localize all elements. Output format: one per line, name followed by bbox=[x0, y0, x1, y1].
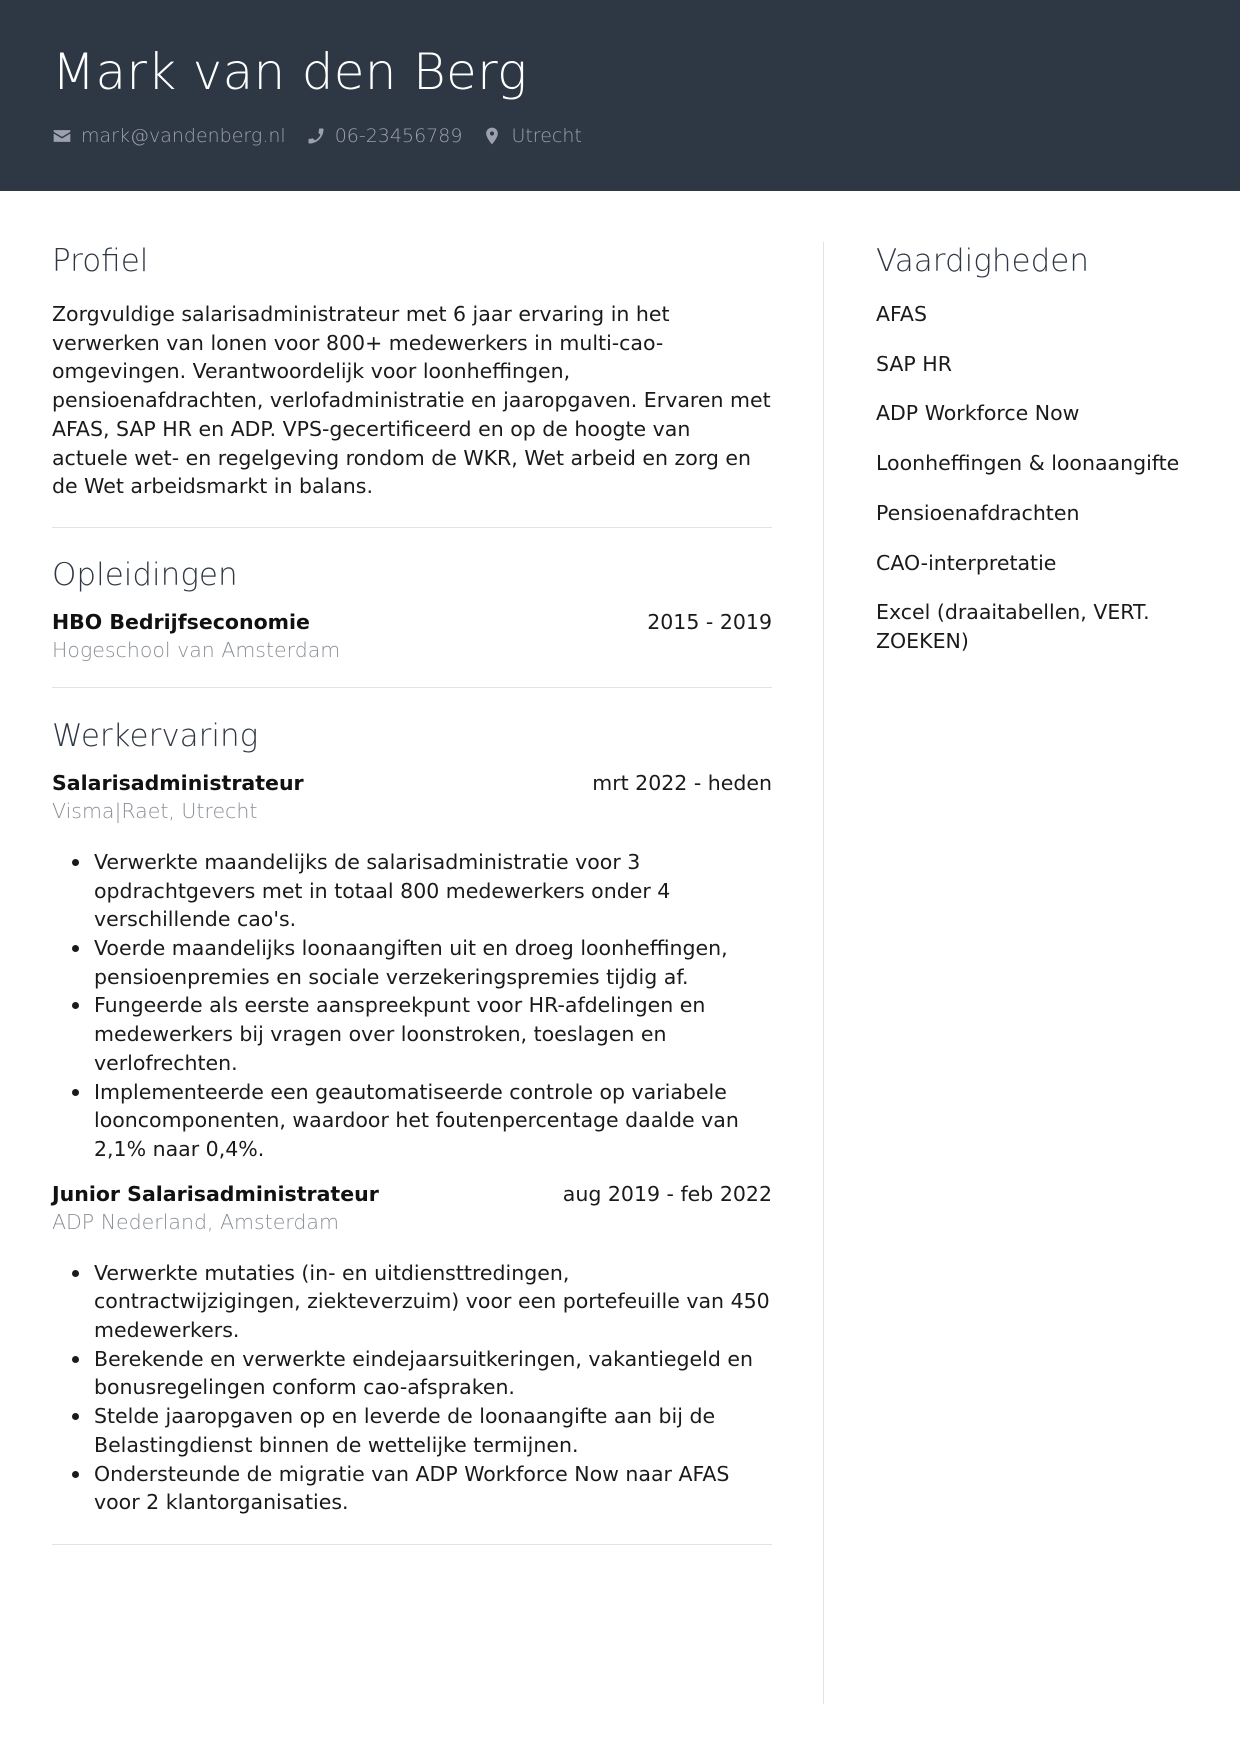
bullet-item: Berekende en verwerkte eindejaarsuitkeringen, vakantiegeld en bonusregelingen conform cao-afspraken. bbox=[94, 1345, 772, 1402]
job-title: Salarisadministrateur bbox=[52, 770, 304, 795]
contact-email[interactable] bbox=[52, 125, 286, 147]
bullet-item: Fungeerde als eerste aanspreekpunt voor HR-afdelingen en medewerkers bij vragen over loonstroken, toeslagen en verlofrechten. bbox=[94, 991, 772, 1077]
map-marker-icon bbox=[482, 126, 502, 146]
experience-entry-head bbox=[52, 1182, 772, 1206]
skill-item: Loonheffingen & loonaangifte bbox=[876, 451, 1180, 476]
section-divider bbox=[52, 527, 772, 528]
job-bullets bbox=[52, 848, 772, 1164]
bullet-item: Verwerkte maandelijks de salarisadministratie voor 3 opdrachtgevers met in totaal 800 medewerkers onder 4 verschillende cao's. bbox=[94, 848, 772, 934]
contact-bar bbox=[52, 123, 602, 149]
job-dates: mrt 2022 - heden bbox=[592, 770, 772, 795]
profile-section bbox=[52, 240, 772, 501]
skills-heading: Vaardigheden bbox=[876, 243, 1090, 279]
bullet-item: Verwerkte mutaties (in- en uitdiensttredingen, contractwijzigingen, ziekteverzuim) voor een portefeuille van 450 medewerkers. bbox=[94, 1259, 772, 1345]
main-column bbox=[52, 240, 772, 1545]
experience-section bbox=[52, 715, 772, 1517]
bullet-item: Implementeerde een geautomatiseerde controle op variabele looncomponenten, waardoor het foutenpercentage daalde van 2,1% naar 0,4%. bbox=[94, 1078, 772, 1164]
column-divider bbox=[823, 242, 824, 1704]
education-section bbox=[52, 554, 772, 662]
email-text: mark@vandenberg.nl bbox=[81, 125, 286, 147]
phone-icon bbox=[306, 126, 326, 146]
company-name: ADP Nederland, Amsterdam bbox=[52, 1209, 339, 1234]
section-divider bbox=[52, 687, 772, 688]
candidate-name: Mark van den Berg bbox=[52, 43, 528, 101]
skill-item: ADP Workforce Now bbox=[876, 401, 1080, 426]
profile-text: Zorgvuldige salarisadministrateur met 6 jaar ervaring in het verwerken van lonen voor 800+ medewerkers in multi-cao-omgevingen. Verantwoordelijk voor loonheffingen, pensioenafdrachten, verlofadministratie en jaaropgaven. Ervaren met AFAS, SAP HR en ADP. VPS-gecertificeerd en op de hoogte van actuele wet- en regelgeving rondom de WKR, Wet arbeid en zorg en de Wet arbeidsmarkt in balans. bbox=[52, 302, 771, 499]
company-name: Visma|Raet, Utrecht bbox=[52, 798, 258, 823]
bullet-item: Stelde jaaropgaven op en leverde de loonaangifte aan bij de Belastingdienst binnen de wettelijke termijnen. bbox=[94, 1402, 772, 1459]
phone-text: 06-23456789 bbox=[334, 125, 463, 147]
bullet-item: Voerde maandelijks loonaangiften uit en droeg loonheffingen, pensioenpremies en sociale verzekeringspremies tijdig af. bbox=[94, 934, 772, 991]
contact-location bbox=[482, 125, 581, 147]
skill-item: Pensioenafdrachten bbox=[876, 500, 1080, 525]
skill-item: AFAS bbox=[876, 302, 927, 326]
skill-item: Excel (draaitabellen, VERT. ZOEKEN) bbox=[876, 600, 1150, 653]
job-bullets bbox=[52, 1259, 772, 1517]
skills-list bbox=[876, 300, 1216, 656]
skill-item: CAO-interpretatie bbox=[876, 550, 1057, 575]
experience-entry bbox=[52, 1182, 772, 1517]
education-dates: 2015 - 2019 bbox=[647, 609, 772, 634]
job-dates: aug 2019 - feb 2022 bbox=[562, 1181, 772, 1206]
experience-entry-head bbox=[52, 771, 772, 795]
sidebar-column bbox=[876, 240, 1216, 677]
education-entry-head bbox=[52, 610, 772, 634]
envelope-icon bbox=[52, 126, 72, 146]
school-name: Hogeschool van Amsterdam bbox=[52, 637, 341, 662]
job-title: Junior Salarisadministrateur bbox=[52, 1181, 379, 1206]
education-entry bbox=[52, 610, 772, 662]
degree-title: HBO Bedrijfseconomie bbox=[52, 609, 310, 634]
bullet-item: Ondersteunde de migratie van ADP Workforce Now naar AFAS voor 2 klantorganisaties. bbox=[94, 1460, 772, 1517]
contact-phone[interactable] bbox=[306, 125, 463, 147]
experience-heading: Werkervaring bbox=[52, 717, 259, 754]
skill-item: SAP HR bbox=[876, 351, 952, 376]
location-text: Utrecht bbox=[511, 125, 582, 147]
profile-heading: Profiel bbox=[52, 243, 149, 279]
experience-entry bbox=[52, 771, 772, 1164]
education-heading: Opleidingen bbox=[52, 556, 238, 593]
resume-header bbox=[0, 0, 1240, 191]
section-divider bbox=[52, 1544, 772, 1545]
